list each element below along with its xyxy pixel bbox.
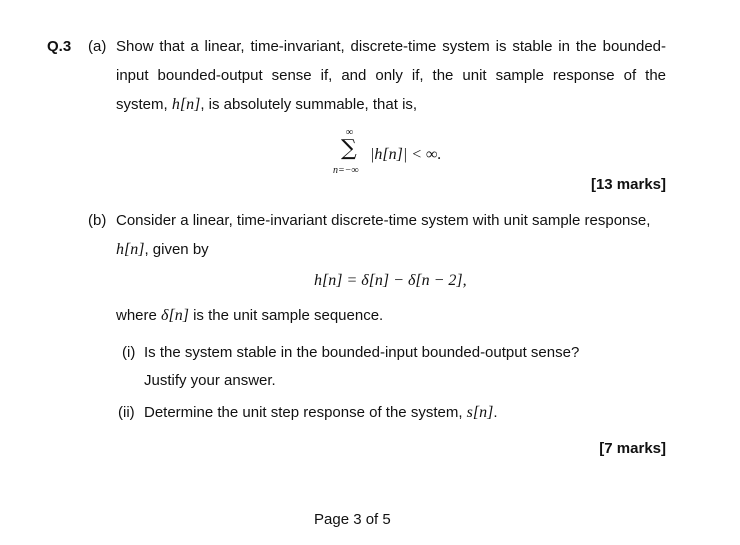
sub-ii-label: (ii) <box>118 404 135 421</box>
part-a-line-3-suffix: , is absolutely summable, that is, <box>200 96 418 113</box>
impulse-response-equation: h[n] = δ[n] − δ[n − 2], <box>314 272 467 289</box>
where-prefix: where <box>116 307 157 324</box>
summation-symbol: ∑ <box>341 136 357 161</box>
part-a-label: (a) <box>88 38 107 55</box>
part-b-label: (b) <box>88 212 107 229</box>
part-b-h-n: h[n] <box>116 241 145 258</box>
where-suffix: is the unit sample sequence. <box>193 307 384 324</box>
delta-n: δ[n] <box>161 307 189 324</box>
part-a-h-n: h[n] <box>171 96 201 113</box>
s-n: s[n] <box>466 404 494 421</box>
sum-upper-limit: ∞ <box>346 127 354 138</box>
sub-ii-prefix: Determine the unit step response of the system, <box>144 404 463 421</box>
part-b-line-1: Consider a linear, time-invariant discrete-time system with unit sample response, <box>116 212 651 229</box>
sum-body: |h[n]| < ∞. <box>370 146 442 163</box>
sub-ii-suffix: . <box>493 404 498 421</box>
sub-i-line-1: Is the system stable in the bounded-input bounded-output sense? <box>144 344 580 361</box>
part-a-line-3-prefix: system, <box>116 96 168 113</box>
question-number: Q.3 <box>47 38 72 55</box>
part-b-line-2 <box>116 241 209 259</box>
page-number: Page 3 of 5 <box>314 511 391 528</box>
part-b-line-2-suffix: , given by <box>144 241 209 258</box>
where-line <box>116 307 383 325</box>
part-a-marks: [13 marks] <box>590 176 666 193</box>
part-a-line-1: Show that a linear, time-invariant, discrete-time system is stable in the bounded- <box>116 38 666 55</box>
sub-i-line-2: Justify your answer. <box>144 372 276 389</box>
sum-lower-limit: n=−∞ <box>333 165 359 176</box>
sub-i-label: (i) <box>122 344 136 361</box>
part-a-line-2: input bounded-output sense if, and only if, the unit sample response of the <box>116 67 666 84</box>
part-a-line-3 <box>116 96 417 114</box>
sub-ii-text <box>144 404 498 422</box>
summation-equation <box>330 128 470 180</box>
part-b-marks: [7 marks] <box>599 440 666 457</box>
